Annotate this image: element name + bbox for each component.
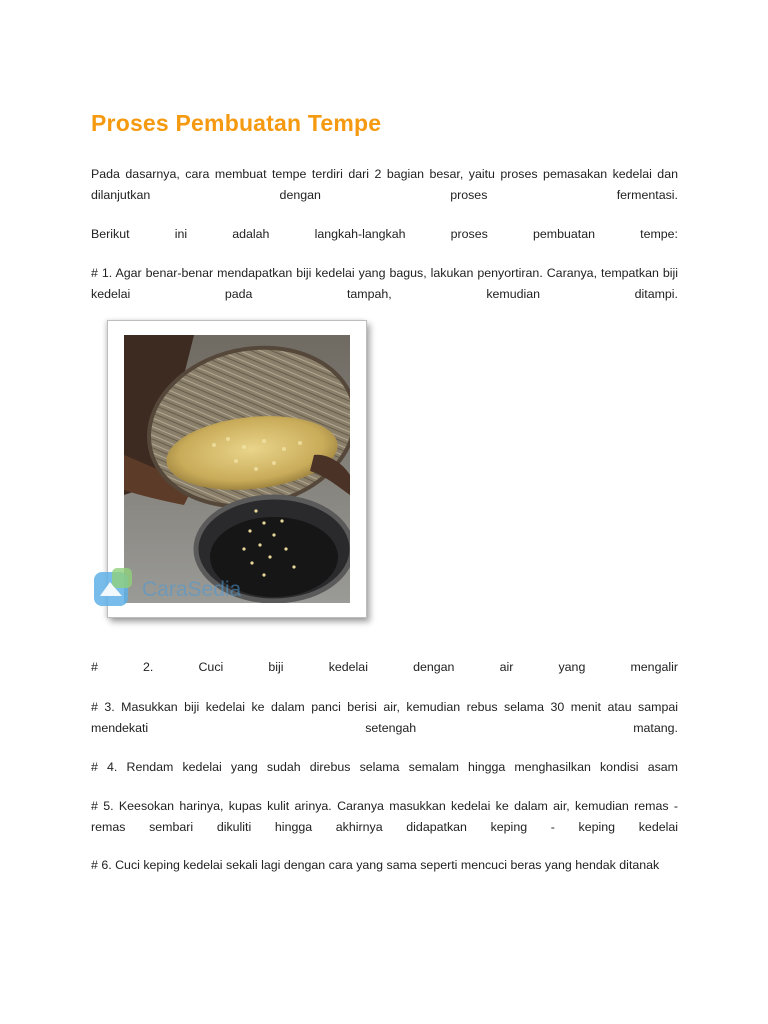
watermark-text: CaraSedia (142, 578, 242, 601)
watermark-logo (92, 566, 292, 617)
step-6-paragraph: # 6. Cuci keping kedelai sekali lagi dengan cara yang sama seperti mencuci beras yang hendak ditanak (91, 858, 660, 872)
step-3-paragraph: # 3. Masukkan biji kedelai ke dalam panci berisi air, kemudian rebus selama 30 menit atau sampai mendekati setengah matang. (91, 700, 678, 735)
lead-paragraph: Berikut ini adalah langkah-langkah proses pembuatan tempe: (91, 227, 678, 241)
step-4-paragraph: # 4. Rendam kedelai yang sudah direbus selama semalam hingga menghasilkan kondisi asam (91, 760, 678, 774)
step-5-paragraph: # 5. Keesokan harinya, kupas kulit arinya. Caranya masukkan kedelai ke dalam air, kemudian remas - remas sembari dikuliti hingga akhirnya didapatkan keping - keping kedelai (91, 799, 678, 834)
logo-icon (92, 566, 292, 612)
step-2-paragraph: # 2. Cuci biji kedelai dengan air yang mengalir (91, 660, 678, 674)
photo-image (124, 335, 350, 603)
page-title: Proses Pembuatan Tempe (91, 110, 382, 136)
step-1-paragraph: # 1. Agar benar-benar mendapatkan biji kedelai yang bagus, lakukan penyortiran. Caranya, tempatkan biji kedelai pada tampah, kemudian ditampi. (91, 266, 678, 301)
intro-paragraph: Pada dasarnya, cara membuat tempe terdiri dari 2 bagian besar, yaitu proses pemasakan kedelai dan dilanjutkan dengan proses fermentasi. (91, 167, 678, 202)
